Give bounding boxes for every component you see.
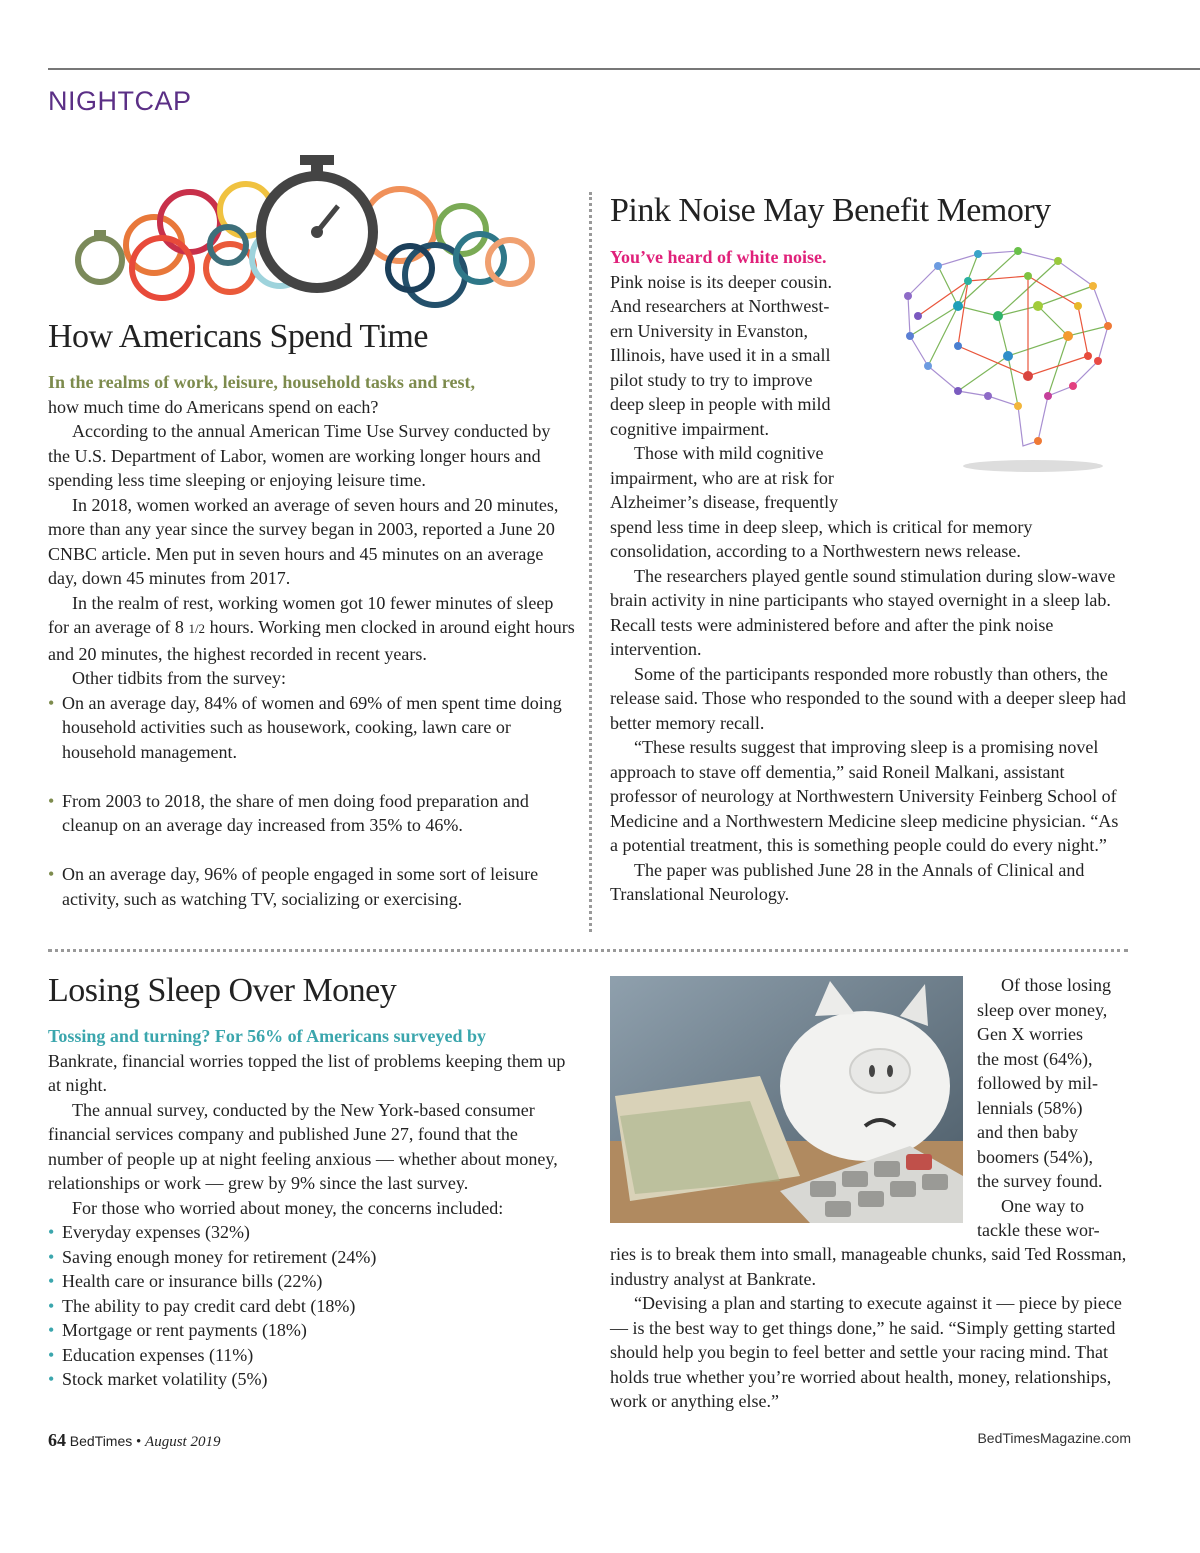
article2-lead: You’ve heard of white noise. <box>610 247 827 267</box>
stopwatches-illustration <box>70 150 540 320</box>
article2-p5: “These results suggest that improving sleep is a promising novel approach to stave off dementia,” said Roneil Malkani, assistant professor of neurology at Northwestern University Feinberg School of Medicine and a Northwestern Medicine sleep medicine physician. “As a potential treatment, this is something people could do every night.” <box>610 737 1119 855</box>
column-divider <box>589 192 592 932</box>
article3-r2-line: tackle these wor- <box>977 1220 1100 1240</box>
article2-p1-line: And researchers at Northwest- <box>610 296 830 316</box>
article3-r1-line: the survey found. <box>977 1171 1103 1191</box>
article1-p1: According to the annual American Time Use Survey conducted by the U.S. Department of Labor, women are working longer hours and spending less time sleeping or enjoying leisure time. <box>48 421 551 490</box>
article3-bullet: • The ability to pay credit card debt (18%) <box>48 1295 356 1316</box>
article2-p1-line: Illinois, have used it in a small <box>610 345 831 365</box>
article3-sidebar-text <box>977 973 1137 1243</box>
article1-p4: Other tidbits from the survey: <box>72 668 286 688</box>
article2-p2-line: Alzheimer’s disease, frequently <box>610 492 839 512</box>
article1-fraction: 1/2 <box>188 621 206 636</box>
article1-p3: In the realm of rest, working women got 10 fewer minutes of sleep for an average of 8 1/2 hours. Working men clocked in around eight hours and 20 minutes, the highest recorded in recent years. <box>48 592 575 664</box>
article3-bullet: • Saving enough money for retirement (24%) <box>48 1246 377 1267</box>
top-rule <box>48 68 1200 70</box>
article3-r1-line: the most (64%), <box>977 1048 1093 1069</box>
article1-bullet: • On an average day, 84% of women and 69% of men spent time doing household activities such as housework, cooking, lawn care or household management. <box>48 692 562 762</box>
article3-lead-rest: Bankrate, financial worries topped the list of problems keeping them up at night. <box>48 1050 566 1095</box>
article3-bullet: • Health care or insurance bills (22%) <box>48 1271 323 1291</box>
article3-r1-line: lennials (58%) <box>977 1097 1083 1118</box>
article3-r1-line: followed by mil- <box>977 1073 1098 1093</box>
page-number: 64 <box>48 1430 66 1450</box>
article1-lead-rest: how much time do Americans spend on each? <box>48 396 379 417</box>
article3-r1-line: and then baby <box>977 1122 1078 1142</box>
article2-p1-line: Pink noise is its deeper cousin. <box>610 271 832 292</box>
article3-bullet: • Education expenses (11%) <box>48 1344 254 1365</box>
footer-separator: • <box>136 1434 142 1450</box>
article3-r2-rest: ries is to break them into small, manageable chunks, said Ted Rossman, industry analyst at Bankrate. <box>610 1244 1127 1289</box>
issue-date: August 2019 <box>145 1434 221 1450</box>
footer-left <box>48 1430 220 1451</box>
article1-title: How Americans Spend Time <box>48 318 428 355</box>
article1-p2: In 2018, women worked an average of seven hours and 20 minutes, more than any year since the survey began in 2003, reported a June 20 CNBC article. Men put in seven hours and 45 minutes on an average day, down 45 minutes from 2017. <box>48 494 559 588</box>
article1-lead: In the realms of work, leisure, household tasks and rest, <box>48 372 476 392</box>
article2-p4: Some of the participants responded more robustly than others, the release said. Those who responded to the sound with a deeper sleep had better memory recall. <box>610 663 1127 733</box>
section-divider <box>48 949 1128 952</box>
article3-p1: The annual survey, conducted by the New York-based consumer financial services company and published June 27, found that the number of people up at night feeling anxious — whether about money, relationships or work — grew by 9% since the last survey. <box>48 1099 558 1193</box>
article3-bullet: • Stock market volatility (5%) <box>48 1369 268 1389</box>
article1-bullet: • From 2003 to 2018, the share of men doing food preparation and cleanup on an average day increased from 35% to 46%. <box>48 790 529 835</box>
article2-p1-line: cognitive impairment. <box>610 418 769 439</box>
article3-r1-line: boomers (54%), <box>977 1146 1093 1167</box>
article3-right-body <box>610 1242 1135 1414</box>
piggy-bank-photo <box>610 976 963 1223</box>
article2-p2-rest: spend less time in deep sleep, which is critical for memory consolidation, according to a Northwestern news release. <box>610 516 1033 561</box>
article2-p1-line: pilot study to try to improve <box>610 369 813 390</box>
article3-bullet: • Everyday expenses (32%) <box>48 1222 250 1242</box>
article3-r1-line: Of those losing <box>1001 975 1111 995</box>
article2-body <box>610 245 1130 907</box>
article2-p2-line: impairment, who are at risk for <box>610 467 834 488</box>
article3-p2: For those who worried about money, the concerns included: <box>72 1197 504 1218</box>
article2-p1-line: ern University in Evanston, <box>610 320 808 341</box>
article2-p2-line: Those with mild cognitive <box>634 443 824 463</box>
article1-bullet: • On an average day, 96% of people engaged in some sort of leisure activity, such as watching TV, socializing or exercising. <box>48 864 539 909</box>
section-label: NIGHTCAP <box>48 86 192 116</box>
article2-p1-line: deep sleep in people with mild <box>610 394 831 414</box>
article3-r2-line: One way to <box>1001 1195 1084 1216</box>
article3-body <box>48 1024 576 1392</box>
article3-lead: Tossing and turning? For 56% of Americans surveyed by <box>48 1026 487 1046</box>
article3-r1-line: sleep over money, <box>977 999 1108 1020</box>
article3-title: Losing Sleep Over Money <box>48 972 397 1009</box>
article2-title: Pink Noise May Benefit Memory <box>610 192 1051 229</box>
footer-website[interactable]: BedTimesMagazine.com <box>977 1430 1131 1446</box>
article3-r3: “Devising a plan and starting to execute against it — piece by piece — is the best way to get things done,” he said. “Simply getting started should help you begin to feel better and settle your racing mind. That holds true whether you’re worried about health, money, relationships, work or anything else.” <box>610 1293 1122 1411</box>
article3-r1-line: Gen X worries <box>977 1024 1083 1044</box>
article3-bullet: • Mortgage or rent payments (18%) <box>48 1320 307 1340</box>
article2-p6: The paper was published June 28 in the Annals of Clinical and Translational Neurology. <box>610 859 1085 904</box>
article2-p3: The researchers played gentle sound stimulation during slow-wave brain activity in nine participants who stayed overnight in a sleep lab. Recall tests were administered before and after the pink noise intervention. <box>610 565 1116 659</box>
magazine-name: BedTimes <box>69 1433 133 1449</box>
article1-body <box>48 370 576 911</box>
